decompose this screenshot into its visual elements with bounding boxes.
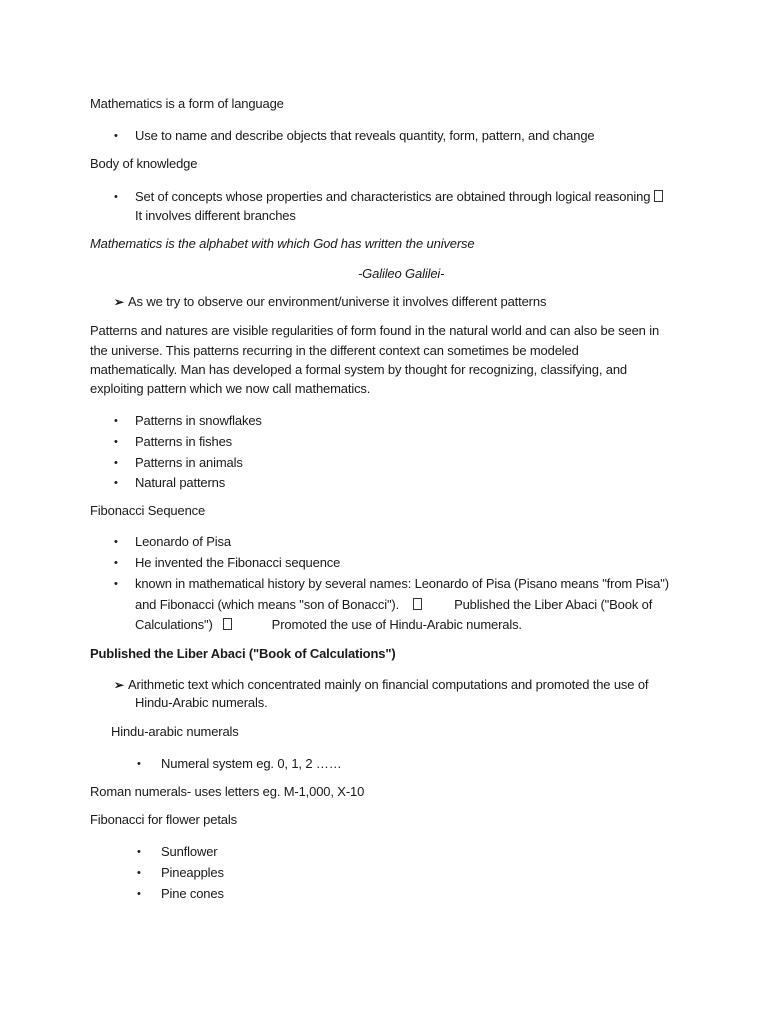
list-item: He invented the Fibonacci sequence: [135, 555, 341, 570]
missing-glyph-icon: [223, 618, 232, 630]
arrow-arith-line2: Hindu-Arabic numerals.: [135, 695, 268, 710]
list-item-line1: known in mathematical history by several names: Leonardo of Pisa (Pisano means "from Pisa"): [135, 576, 669, 591]
list-item-text: Calculations"): [135, 617, 213, 632]
heading-language: Mathematics is a form of language: [90, 96, 284, 111]
list-item: Pineapples: [161, 865, 224, 880]
list-item-text: and Fibonacci (which means "son of Bonacci").: [135, 597, 400, 612]
bullet-body-line1: [135, 188, 663, 206]
heading-body-of-knowledge: Body of knowledge: [90, 156, 198, 171]
list-item-line2: [135, 596, 652, 614]
bullet-body-line2: It involves different branches: [135, 208, 296, 223]
bullet-icon: •: [114, 415, 118, 427]
bullet-icon: •: [114, 578, 118, 590]
list-item: Pine cones: [161, 886, 224, 901]
arrow-patterns: As we try to observe our environment/universe it involves different patterns: [128, 294, 547, 309]
bullet-icon: •: [114, 436, 118, 448]
list-item: Natural patterns: [135, 475, 226, 490]
arrow-arith-line1: Arithmetic text which concentrated mainly on financial computations and promoted the use of: [128, 677, 649, 692]
heading-fibonacci: Fibonacci Sequence: [90, 503, 206, 518]
paragraph-line: the universe. This patterns recurring in the different context can sometimes be modeled: [90, 343, 579, 358]
missing-glyph-icon: [413, 598, 422, 610]
bullet-icon: •: [114, 457, 118, 469]
bullet-icon: •: [137, 846, 141, 858]
arrow-bullet-icon: ➢: [114, 295, 125, 309]
bullet-language: Use to name and describe objects that reveals quantity, form, pattern, and change: [135, 128, 595, 143]
list-item: Numeral system eg. 0, 1, 2 ……: [161, 756, 342, 771]
list-item: Patterns in animals: [135, 455, 243, 470]
roman-numerals: Roman numerals- uses letters eg. M-1,000, X-10: [90, 784, 365, 799]
bullet-icon: •: [114, 191, 118, 203]
paragraph-line: exploiting pattern which we now call mathematics.: [90, 381, 371, 396]
quote-author: -Galileo Galilei-: [358, 266, 445, 281]
heading-hindu-arabic: Hindu-arabic numerals: [111, 724, 239, 739]
list-item: Leonardo of Pisa: [135, 534, 231, 549]
list-item-text: Promoted the use of Hindu-Arabic numerals.: [271, 617, 522, 632]
heading-flower-petals: Fibonacci for flower petals: [90, 812, 237, 827]
bullet-icon: •: [137, 758, 141, 770]
paragraph-line: mathematically. Man has developed a formal system by thought for recognizing, classifying, and: [90, 362, 627, 377]
list-item-line3: [135, 616, 522, 634]
bullet-icon: •: [114, 557, 118, 569]
bullet-body-text: Set of concepts whose properties and characteristics are obtained through logical reasoning: [135, 189, 651, 204]
missing-glyph-icon: [654, 190, 663, 202]
list-item: Patterns in snowflakes: [135, 413, 262, 428]
bullet-icon: •: [114, 536, 118, 548]
bullet-icon: •: [114, 130, 118, 142]
heading-liber-abaci: Published the Liber Abaci ("Book of Calculations"): [90, 646, 396, 661]
list-item-text: Published the Liber Abaci ("Book of: [454, 597, 653, 612]
bullet-icon: •: [137, 888, 141, 900]
list-item: Patterns in fishes: [135, 434, 233, 449]
quote: Mathematics is the alphabet with which God has written the universe: [90, 236, 475, 251]
bullet-icon: •: [137, 867, 141, 879]
arrow-bullet-icon: ➢: [114, 678, 125, 692]
bullet-icon: •: [114, 477, 118, 489]
paragraph-line: Patterns and natures are visible regularities of form found in the natural world and can also be seen in: [90, 323, 660, 338]
list-item: Sunflower: [161, 844, 218, 859]
